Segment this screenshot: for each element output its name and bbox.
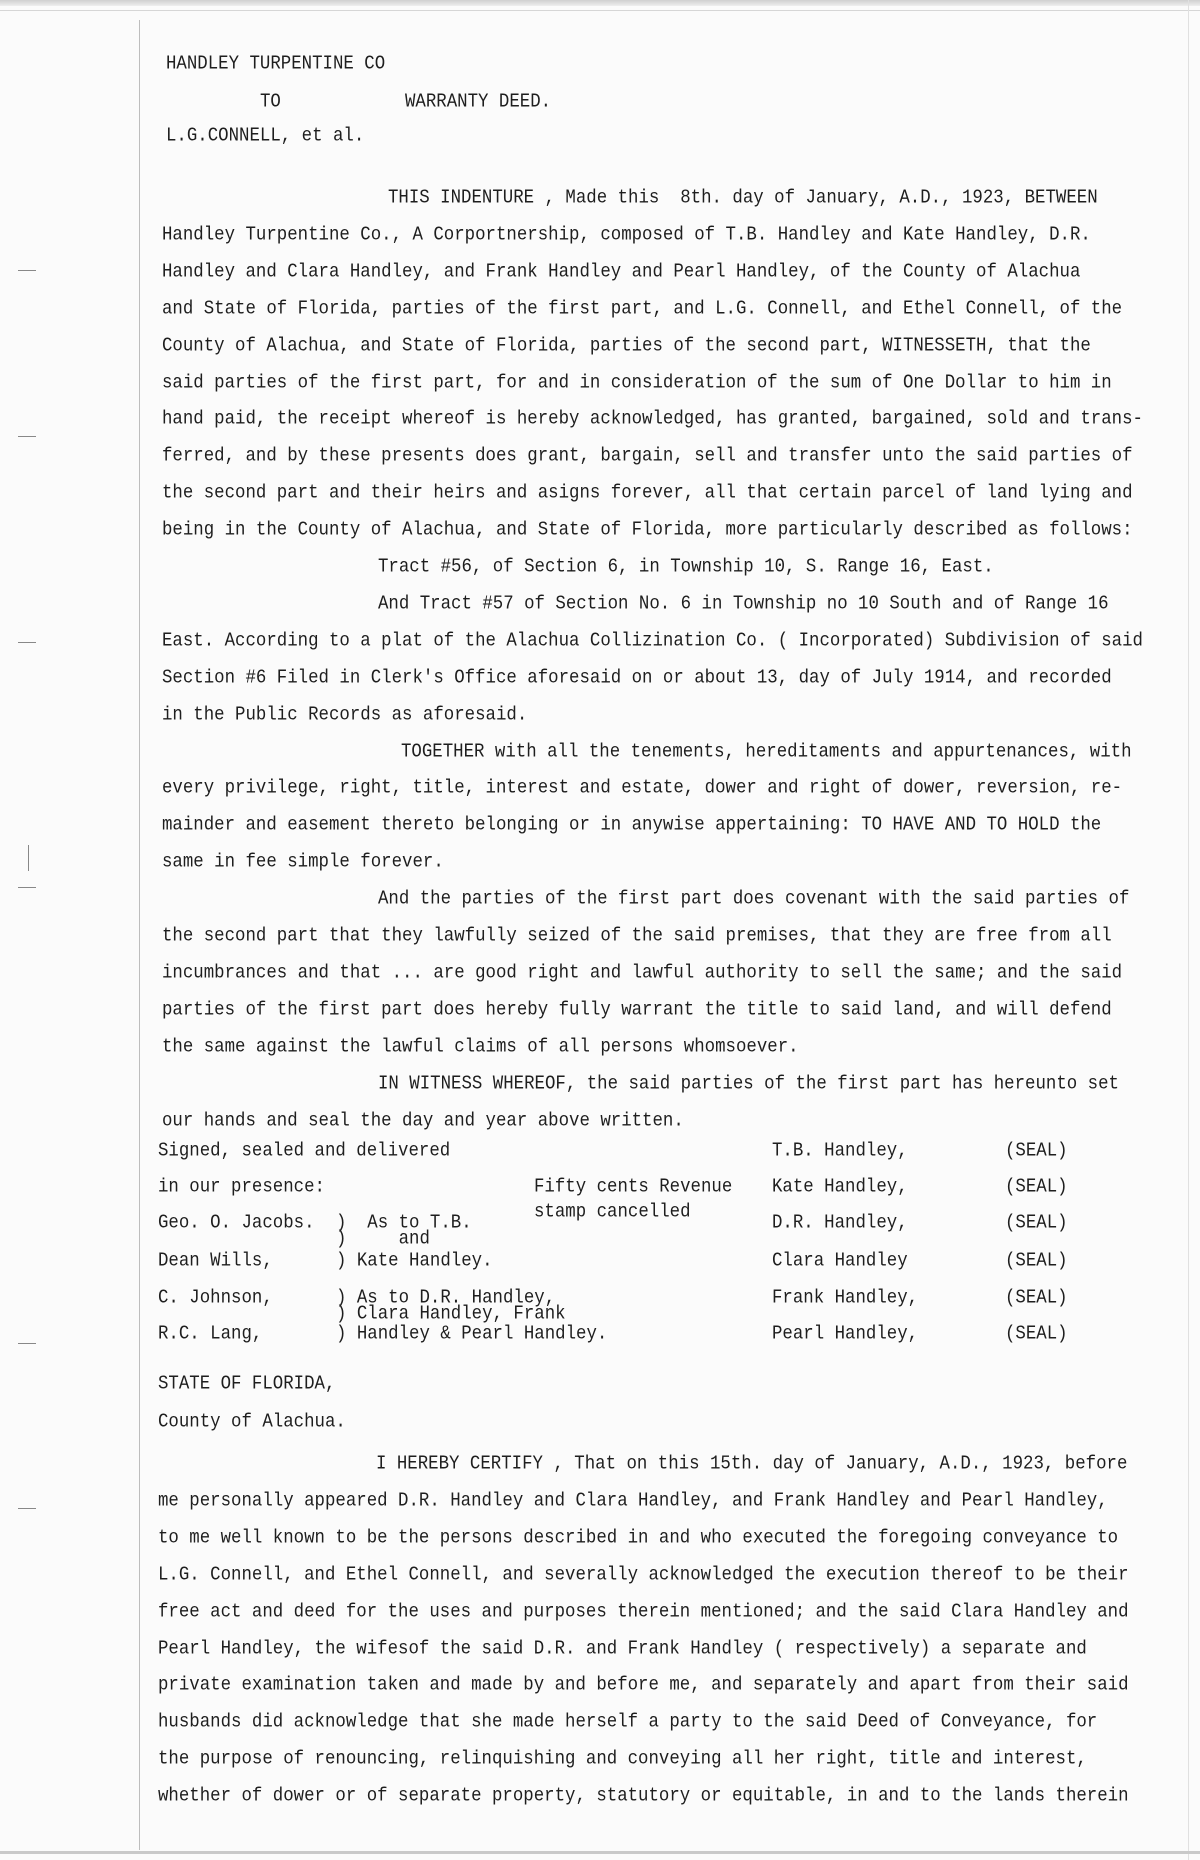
signer-name: Kate Handley, xyxy=(772,1177,908,1199)
body-line: Handley and Clara Handley, and Frank Handley and Pearl Handley, of the County of Alachua xyxy=(162,261,1081,284)
body-line: being in the County of Alachua, and State of Florida, more particularly described as follows: xyxy=(162,520,1133,542)
margin-mark xyxy=(18,642,36,643)
seal-mark: (SEAL) xyxy=(1005,1177,1068,1199)
body-line: hand paid, the receipt whereof is hereby acknowledged, has granted, bargained, sold and trans- xyxy=(162,409,1143,431)
body-line: in the Public Records as aforesaid. xyxy=(162,704,528,726)
certificate-line: whether of dower or of separate property, statutory or equitable, in and to the lands therein xyxy=(158,1786,1129,1808)
body-line: incumbrances and that ... are good right and lawful authority to sell the same; and the said xyxy=(162,963,1123,985)
certificate-line: private examination taken and made by and before me, and separately and apart from their said xyxy=(158,1675,1129,1697)
witness-note: ) and xyxy=(336,1229,430,1251)
stamp-note: stamp cancelled xyxy=(534,1202,691,1224)
to-label: TO xyxy=(260,92,281,114)
body-line: the same against the lawful claims of all persons whomsoever. xyxy=(162,1036,799,1059)
body-line: Tract #56, of Section 6, in Township 10, S. Range 16, East. xyxy=(378,557,994,579)
certificate-line: husbands did acknowledge that she made herself a party to the said Deed of Conveyance, for xyxy=(158,1712,1098,1734)
witness-name: C. Johnson, xyxy=(158,1288,273,1310)
body-line: parties of the first part does hereby fully warrant the title to said land, and will defend xyxy=(162,999,1112,1022)
signer-name: Frank Handley, xyxy=(772,1288,919,1310)
signer-name: Pearl Handley, xyxy=(772,1324,919,1346)
witness-name: R.C. Lang, xyxy=(158,1324,263,1346)
body-line: the second part and their heirs and asigns forever, all that certain parcel of land lying and xyxy=(162,483,1133,505)
body-line: Section #6 Filed in Clerk's Office aforesaid on or about 13, day of July 1914, and recorded xyxy=(162,667,1112,690)
certificate-line: I HEREBY CERTIFY , That on this 15th. day of January, A.D., 1923, before xyxy=(376,1454,1128,1476)
witness-note: ) Kate Handley. xyxy=(336,1251,493,1273)
county-heading: County of Alachua. xyxy=(158,1412,346,1434)
body-line: our hands and seal the day and year above written. xyxy=(162,1110,684,1132)
state-heading: STATE OF FLORIDA, xyxy=(158,1374,336,1396)
margin-mark xyxy=(18,887,36,888)
grantor: HANDLEY TURPENTINE CO xyxy=(166,54,386,76)
body-line: mainder and easement thereto belonging or in anywise appertaining: TO HAVE AND TO HOLD the xyxy=(162,815,1102,837)
body-line: County of Alachua, and State of Florida, parties of the second part, WITNESSETH, that the xyxy=(162,335,1091,357)
body-line: THIS INDENTURE , Made this 8th. day of January, A.D., 1923, BETWEEN xyxy=(388,188,1098,210)
body-line: And Tract #57 of Section No. 6 in Township no 10 South and of Range 16 xyxy=(378,594,1109,616)
margin-mark xyxy=(28,845,29,871)
signer-name: Clara Handley xyxy=(772,1251,908,1273)
page-top-edge xyxy=(0,0,1200,6)
body-line: same in fee simple forever. xyxy=(162,852,444,874)
seal-mark: (SEAL) xyxy=(1005,1324,1068,1346)
stamp-note: Fifty cents Revenue xyxy=(534,1177,733,1199)
page-bottom-edge xyxy=(0,1851,1200,1854)
witness-intro: in our presence: xyxy=(158,1177,325,1199)
seal-mark: (SEAL) xyxy=(1005,1213,1068,1235)
certificate-line: Pearl Handley, the wifesof the said D.R. and Frank Handley ( respectively) a separate and xyxy=(158,1638,1087,1660)
certificate-line: me personally appeared D.R. Handley and Clara Handley, and Frank Handley and Pearl Handley, xyxy=(158,1491,1108,1513)
grantee: L.G.CONNELL, et al. xyxy=(166,126,365,148)
signer-name: T.B. Handley, xyxy=(772,1141,908,1163)
margin-mark xyxy=(18,1508,36,1509)
body-line: TOGETHER with all the tenements, hereditaments and appurtenances, with xyxy=(401,741,1132,763)
body-line: said parties of the first part, for and in consideration of the sum of One Dollar to him in xyxy=(162,372,1112,394)
body-line: the second part that they lawfully seized of the said premises, that they are free from all xyxy=(162,926,1112,948)
body-line: Handley Turpentine Co., A Corportnership, composed of T.B. Handley and Kate Handley, D.R. xyxy=(162,225,1091,247)
body-line: And the parties of the first part does covenant with the said parties of xyxy=(378,889,1130,911)
witness-intro: Signed, sealed and delivered xyxy=(158,1141,451,1163)
page-top-rule xyxy=(0,10,1200,11)
witness-note: ) As to D.R. Handley, xyxy=(336,1288,556,1310)
body-line: East. According to a plat of the Alachua Collizination Co. ( Incorporated) Subdivision of said xyxy=(162,630,1143,653)
margin-mark xyxy=(18,270,36,271)
body-line: IN WITNESS WHEREOF, the said parties of the first part has hereunto set xyxy=(378,1073,1119,1095)
witness-name: Geo. O. Jacobs. xyxy=(158,1213,315,1235)
seal-mark: (SEAL) xyxy=(1005,1251,1068,1273)
witness-note: ) As to T.B. xyxy=(336,1213,472,1235)
seal-mark: (SEAL) xyxy=(1005,1288,1068,1310)
certificate-line: the purpose of renouncing, relinquishing and conveying all her right, title and interest, xyxy=(158,1749,1087,1771)
signer-name: D.R. Handley, xyxy=(772,1213,908,1235)
witness-note: ) Clara Handley, Frank xyxy=(336,1304,566,1326)
certificate-line: to me well known to be the persons described in and who executed the foregoing conveyance to xyxy=(158,1527,1119,1550)
margin-mark xyxy=(18,1343,36,1344)
witness-name: Dean Wills, xyxy=(158,1251,273,1273)
certificate-line: free act and deed for the uses and purposes therein mentioned; and the said Clara Handley and xyxy=(158,1601,1129,1623)
body-line: every privilege, right, title, interest and estate, dower and right of dower, reversion, re- xyxy=(162,778,1123,800)
margin-mark xyxy=(18,436,36,437)
right-edge xyxy=(1188,0,1189,1860)
left-margin-rule xyxy=(139,20,140,1850)
body-line: and State of Florida, parties of the first part, and L.G. Connell, and Ethel Connell, of the xyxy=(162,298,1123,321)
seal-mark: (SEAL) xyxy=(1005,1141,1068,1163)
witness-note: ) Handley & Pearl Handley. xyxy=(336,1324,608,1346)
certificate-line: L.G. Connell, and Ethel Connell, and severally acknowledged the execution thereof to be their xyxy=(158,1564,1129,1587)
body-line: ferred, and by these presents does grant, bargain, sell and transfer unto the said parties of xyxy=(162,446,1133,468)
document-type: WARRANTY DEED. xyxy=(405,92,552,114)
